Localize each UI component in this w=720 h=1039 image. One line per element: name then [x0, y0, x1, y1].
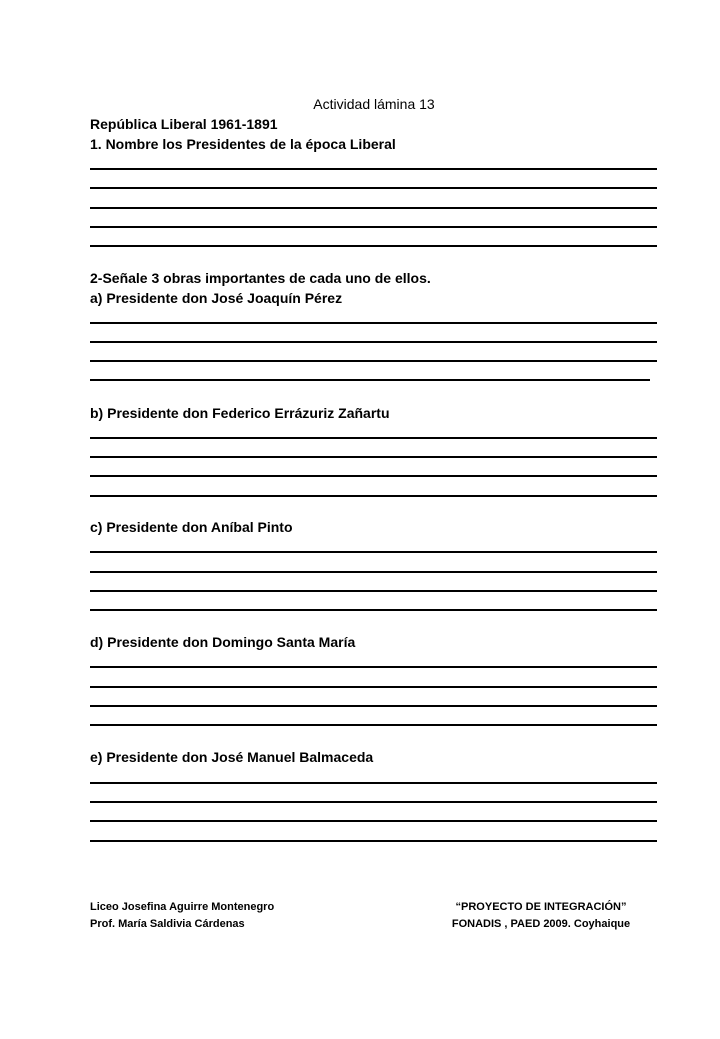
answer-line — [90, 686, 657, 688]
answer-line — [90, 207, 657, 209]
item-e-label: e) Presidente don José Manuel Balmaceda — [90, 749, 374, 765]
answer-line — [90, 456, 657, 458]
answer-line — [90, 187, 657, 189]
answer-line — [90, 666, 657, 668]
answer-line — [90, 322, 657, 324]
item-c-label: c) Presidente don Aníbal Pinto — [90, 519, 293, 535]
question-1: 1. Nombre los Presidentes de la época Liberal — [90, 136, 396, 152]
footer-school: Liceo Josefina Aguirre Montenegro — [90, 901, 275, 913]
answer-line — [90, 609, 657, 611]
footer-funding: FONADIS , PAED 2009. Coyhaique — [451, 918, 631, 930]
question-2: 2-Señale 3 obras importantes de cada uno de ellos. — [90, 270, 431, 286]
activity-title: Actividad lámina 13 — [313, 96, 435, 112]
period-heading: República Liberal 1961-1891 — [90, 116, 278, 132]
answer-line — [90, 245, 657, 247]
answer-line — [90, 226, 657, 228]
answer-line — [90, 801, 657, 803]
answer-line — [90, 437, 657, 439]
answer-line — [90, 495, 657, 497]
answer-line — [90, 379, 650, 381]
footer-project: “PROYECTO DE INTEGRACIÓN” — [455, 901, 627, 913]
footer-school-info — [90, 899, 274, 933]
answer-line — [90, 360, 657, 362]
item-b-label: b) Presidente don Federico Errázuriz Zañartu — [90, 405, 390, 421]
answer-line — [90, 820, 657, 822]
answer-line — [90, 705, 657, 707]
item-a-label: a) Presidente don José Joaquín Pérez — [90, 290, 343, 306]
answer-line — [90, 724, 657, 726]
answer-line — [90, 782, 657, 784]
answer-line — [90, 571, 657, 573]
footer-project-info — [405, 899, 677, 933]
answer-line — [90, 341, 657, 343]
answer-line — [90, 475, 657, 477]
answer-line — [90, 168, 657, 170]
answer-line — [90, 590, 657, 592]
answer-line — [90, 551, 657, 553]
footer-teacher: Prof. María Saldivia Cárdenas — [90, 918, 245, 930]
answer-line — [90, 840, 657, 842]
item-d-label: d) Presidente don Domingo Santa María — [90, 634, 356, 650]
